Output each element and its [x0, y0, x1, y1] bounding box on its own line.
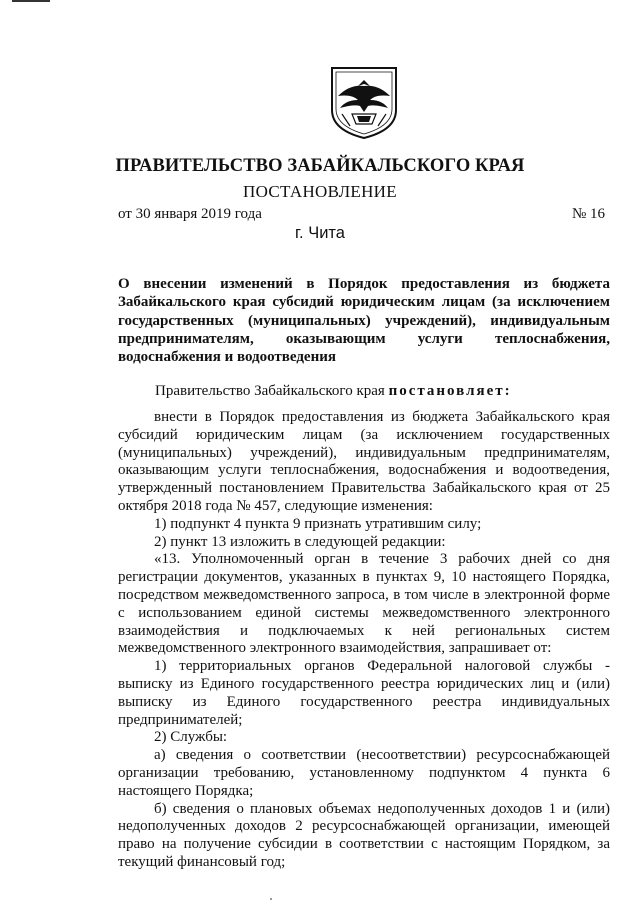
document-body: [118, 409, 610, 872]
document-number: № 16: [572, 206, 606, 222]
paragraph-clause-13-2a: а) сведения о соответствии (несоответствии) ресурсоснабжающей организации требованию, установленному подпунктом 4 пункта 6 настоящего Порядка;: [118, 747, 610, 799]
paragraph-clause-13: «13. Уполномоченный орган в течение 3 рабочих дней со дня регистрации документов, указанных в пунктах 9, 10 настоящего Порядка, посредством межведомственного запроса, в том числе в электронной форме с использованием единой системы межведомственного электронного взаимодействия и подключаемых к ней региональных систем межведомственного электронного взаимодействия, запрашивает от:: [118, 551, 610, 657]
scan-speck: [270, 898, 272, 900]
document-type: ПОСТАНОВЛЕНИЕ: [243, 182, 397, 201]
paragraph-item-2: 2) пункт 13 изложить в следующей редакции:: [154, 533, 446, 550]
preamble-action: постановляет:: [388, 383, 512, 399]
coat-of-arms-emblem: [330, 66, 398, 140]
paragraph-clause-13-2b: б) сведения о плановых объемах недополученных доходов 1 и (или) недополученных доходов 2 ресурсоснабжающей организации, имеющей право на получение субсидии в соответствии с настоящим Порядком, за текущий финансовый год;: [118, 800, 610, 870]
scan-mark: [12, 0, 50, 2]
paragraph-clause-13-1: 1) территориальных органов Федеральной налоговой службы - выписку из Единого государственного реестра юридических лиц и (или) выписку из Единого государственного реестра индивидуальных предпринимателей;: [118, 658, 610, 728]
preamble: [155, 383, 512, 400]
paragraph-clause-13-2: 2) Службы:: [154, 729, 228, 746]
document-date: от 30 января 2019 года: [118, 206, 262, 222]
government-title: ПРАВИТЕЛЬСТВО ЗАБАЙКАЛЬСКОГО КРАЯ: [115, 156, 525, 176]
document-city: г. Чита: [295, 224, 345, 242]
paragraph-item-1: 1) подпункт 4 пункта 9 признать утратившим силу;: [154, 515, 482, 532]
document-subject: О внесении изменений в Порядок предоставления из бюджета Забайкальского края субсидий юридическим лицам (за исключением государственных (муниципальных) учреждений), индивидуальным предпринимателям, оказывающим услуги теплоснабжения, водоснабжения и водоотведения: [118, 276, 610, 366]
preamble-text: Правительство Забайкальского края: [155, 383, 385, 399]
paragraph-intro: внести в Порядок предоставления из бюджета Забайкальского края субсидий юридическим лицам (за исключением государственных (муниципальных) учреждений), индивидуальным предпринимателям, оказывающим услуги теплоснабжения, водоснабжения и водоотведения, утвержденный постановлением Правительства Забайкальского края от 25 октября 2018 года № 457, следующие изменения:: [118, 409, 610, 514]
